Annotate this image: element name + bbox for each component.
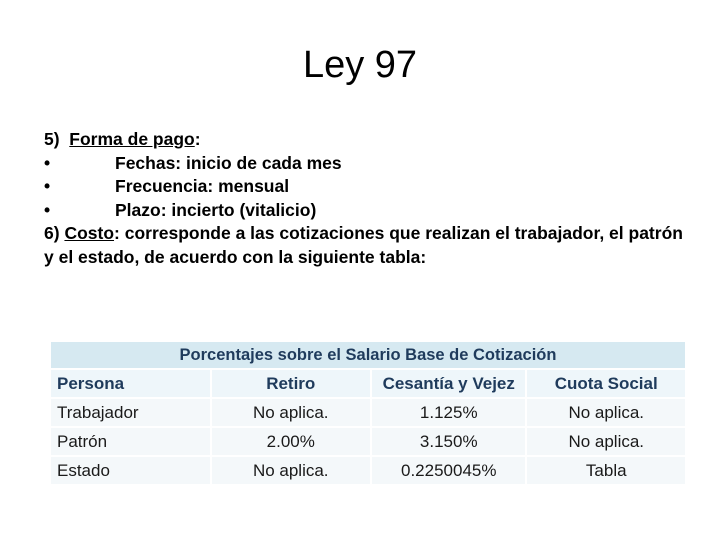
item-6-prefix: 6) (44, 223, 65, 243)
table-cell: No aplica. (212, 399, 371, 426)
table-cell: 1.125% (372, 399, 525, 426)
header-cesantia-vejez: Cesantía y Vejez (372, 370, 525, 397)
table-cell: 3.150% (372, 428, 525, 455)
table-cell: No aplica. (527, 399, 685, 426)
table-cell: Trabajador (51, 399, 210, 426)
bullet-item (44, 199, 694, 223)
contribution-rate-table (49, 340, 687, 486)
bullet-text: Frecuencia: mensual (115, 176, 290, 196)
header-cuota-social: Cuota Social (527, 370, 685, 397)
item-6-text: : corresponde a las cotizaciones que realizan el trabajador, el patrón y el estado, de acuerdo con la siguiente tabla: (44, 223, 683, 267)
table-row (51, 428, 685, 455)
bullet-text: Plazo: incierto (vitalicio) (115, 199, 317, 220)
bullet-marker: • (44, 176, 51, 196)
item-5-label: Forma de pago (69, 129, 195, 149)
item-5-suffix: : (194, 129, 201, 149)
slide-title: Ley 97 (302, 44, 418, 86)
table-row (51, 399, 685, 426)
table-caption: Porcentajes sobre el Salario Base de Cotización (51, 342, 685, 368)
table-cell: Estado (51, 457, 210, 484)
table-cell: Tabla (527, 457, 685, 484)
bullet-marker: • (44, 152, 51, 173)
bullet-text: Fechas: inicio de cada mes (115, 152, 342, 173)
item-6-label: Costo (64, 223, 115, 243)
slide-content (44, 128, 694, 269)
table-cell: No aplica. (527, 428, 685, 455)
table-caption-row (51, 342, 685, 368)
item-5-prefix: 5) (44, 129, 70, 149)
header-retiro: Retiro (212, 370, 371, 397)
table-cell: No aplica. (212, 457, 371, 484)
bullet-marker: • (44, 199, 51, 220)
header-persona: Persona (51, 370, 210, 397)
table-cell: 2.00% (212, 428, 371, 455)
table-row (51, 457, 685, 484)
item-5-line (44, 128, 694, 152)
table-cell: 0.2250045% (372, 457, 525, 484)
table-cell: Patrón (51, 428, 210, 455)
bullet-item (44, 152, 694, 176)
item-6-paragraph (44, 222, 694, 269)
bullet-item (44, 175, 694, 199)
table-header-row (51, 370, 685, 397)
